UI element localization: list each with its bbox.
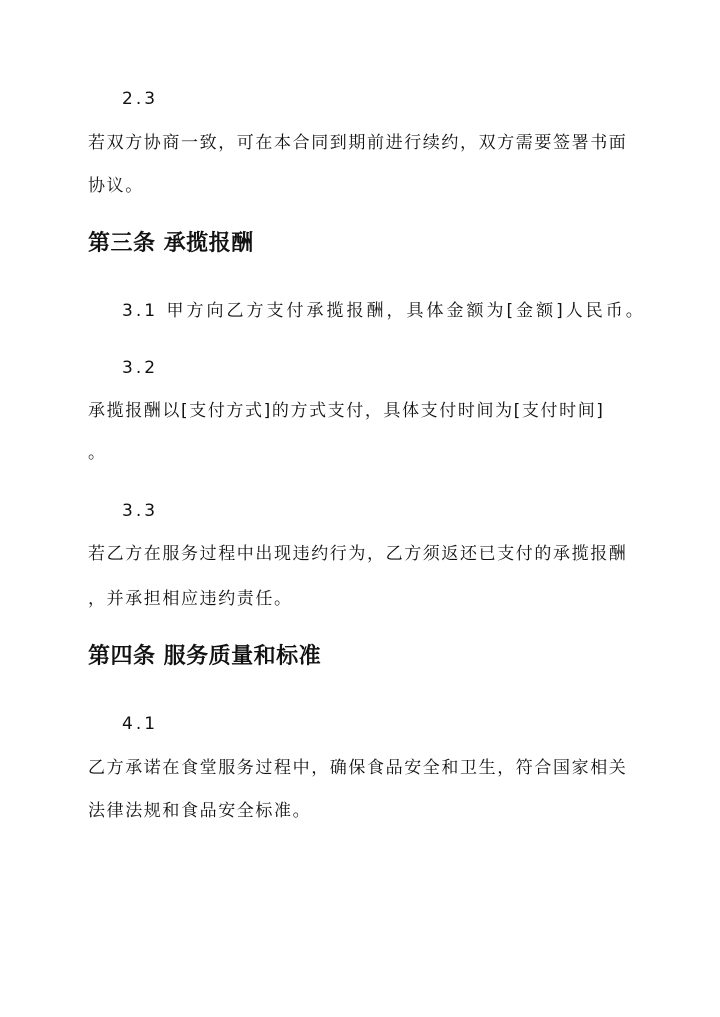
section-4-1-text-line-1: 乙方承诺在食堂服务过程中，确保食品安全和卫生，符合国家相关 bbox=[88, 758, 628, 778]
section-number-2-3: 2.3 bbox=[122, 89, 159, 109]
section-number-3-2: 3.2 bbox=[122, 358, 159, 378]
article-4-heading: 第四条 服务质量和标准 bbox=[88, 644, 322, 669]
section-3-1-text: 3.1 甲方向乙方支付承揽报酬，具体金额为[金额]人民币。 bbox=[122, 301, 646, 321]
section-2-3-text-line-2: 协议。 bbox=[88, 176, 144, 196]
section-number-3-3: 3.3 bbox=[122, 501, 159, 521]
section-3-3-text-line-2: ，并承担相应违约责任。 bbox=[88, 589, 293, 609]
section-3-2-text-line-1: 承揽报酬以[支付方式]的方式支付，具体支付时间为[支付时间] bbox=[88, 401, 605, 421]
section-4-1-text-line-2: 法律法规和食品安全标准。 bbox=[88, 801, 312, 821]
section-3-2-text-line-2: 。 bbox=[88, 443, 107, 463]
section-number-4-1: 4.1 bbox=[122, 714, 159, 734]
section-3-3-text-line-1: 若乙方在服务过程中出现违约行为，乙方须返还已支付的承揽报酬 bbox=[88, 544, 628, 564]
section-2-3-text-line-1: 若双方协商一致，可在本合同到期前进行续约，双方需要签署书面 bbox=[88, 133, 628, 153]
article-3-heading: 第三条 承揽报酬 bbox=[88, 231, 254, 256]
